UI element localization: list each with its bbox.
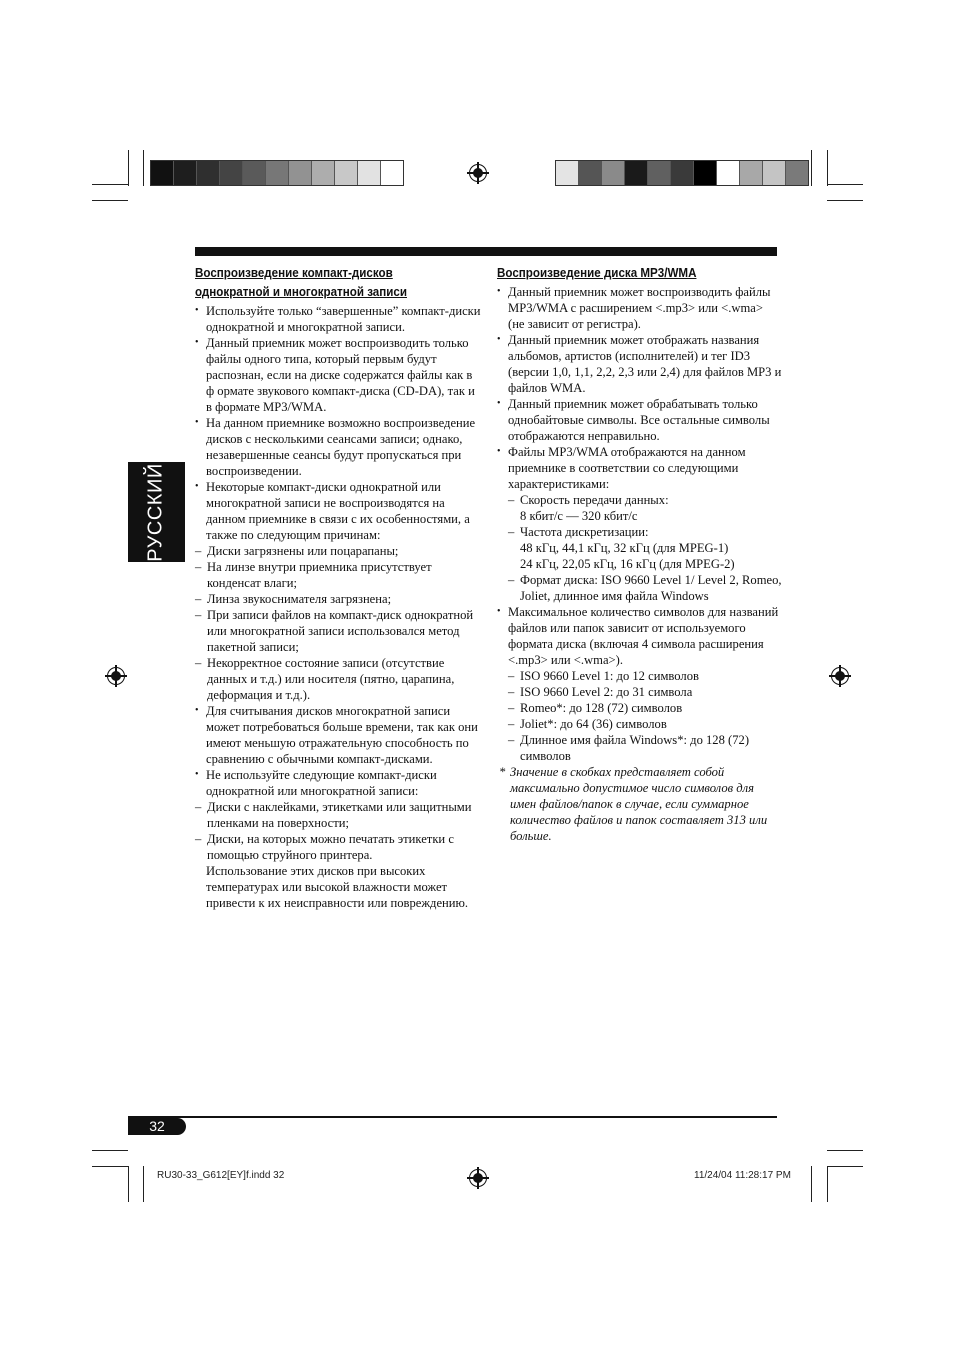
color-swatch bbox=[174, 161, 197, 185]
list-item: • На данном приемнике возможно воспроизведение дисков с несколькими сеансами записи; однако, незавершенные сеансы будут пропускаться при воспроизведении. bbox=[195, 415, 481, 479]
registration-mark-icon bbox=[469, 1169, 487, 1187]
crop-mark bbox=[143, 1166, 144, 1202]
color-swatch bbox=[266, 161, 289, 185]
crop-mark bbox=[827, 150, 828, 186]
color-swatch bbox=[786, 161, 808, 185]
color-swatch bbox=[740, 161, 763, 185]
list-item: • Для считывания дисков многократной записи может потребоваться больше времени, так как они имеют меньшую отражательную способность по сравнению с обычными компакт-дисками. bbox=[195, 703, 481, 767]
sub-list-item: – Некорректное состояние записи (отсутствие данных и т.д.) или носителя (пятно, царапина, деформация и т.д.). bbox=[195, 655, 481, 703]
crop-mark bbox=[827, 184, 863, 185]
color-swatch bbox=[197, 161, 220, 185]
right-bullet-list bbox=[497, 284, 782, 764]
color-swatch bbox=[579, 161, 602, 185]
sub-list-item: – На линзе внутри приемника присутствует конденсат влаги; bbox=[195, 559, 481, 591]
date-slug: 11/24/04 11:28:17 PM bbox=[694, 1170, 791, 1181]
language-tab bbox=[128, 462, 185, 562]
list-item: • Файлы MP3/WMA отображаются на данном приемнике в соответствии со следующими характеристиками: bbox=[497, 444, 782, 492]
footnote-text: Значение в скобках представляет собой максимально допустимое число символов для имен файлов/папок в случае, если суммарное количество файлов и папок составляет 313 или больше. bbox=[510, 765, 768, 843]
crop-mark bbox=[827, 1166, 828, 1202]
list-item: • Максимальное количество символов для названий файлов или папок зависит от используемого формата диска (включая 4 символа расширения <.mp3> или <.wma>). bbox=[497, 604, 782, 668]
crop-mark bbox=[811, 1166, 812, 1202]
sub-list-item: – Линза звукоснимателя загрязнена; bbox=[195, 591, 481, 607]
list-item: • Используйте только “завершенные” компакт-диски однократной и многократной записи. bbox=[195, 303, 481, 335]
color-swatch bbox=[151, 161, 174, 185]
crop-mark bbox=[92, 184, 128, 185]
list-item: • Некоторые компакт-диски однократной или многократной записи не воспроизводятся на данном приемнике в связи с их особенностями, а также по следующим причинам: bbox=[195, 479, 481, 543]
crop-mark bbox=[92, 1166, 128, 1167]
color-swatch bbox=[243, 161, 266, 185]
sub-list-item bbox=[508, 524, 782, 572]
registration-mark-icon bbox=[831, 667, 849, 685]
file-slug: RU30-33_G612[EY]f.indd 32 bbox=[157, 1170, 285, 1181]
sub-list-text: ISO 9660 Level 1: до 12 символов bbox=[520, 669, 699, 683]
color-swatch bbox=[381, 161, 403, 185]
sub-list-text: ISO 9660 Level 2: до 31 символа bbox=[520, 685, 693, 699]
list-item-note: Использование этих дисков при высоких температурах или высокой влажности может привести к их неисправности или повреждению. bbox=[206, 864, 469, 910]
color-swatch bbox=[648, 161, 671, 185]
color-bar-right bbox=[555, 160, 809, 186]
left-heading bbox=[195, 263, 447, 301]
sub-list-text: Длинное имя файла Windows*: до 128 (72) символов bbox=[520, 733, 750, 763]
color-swatch bbox=[717, 161, 740, 185]
color-swatch bbox=[671, 161, 694, 185]
color-swatch bbox=[602, 161, 625, 185]
crop-mark bbox=[92, 1150, 128, 1151]
sub-list-item bbox=[508, 492, 782, 524]
sub-list-item: – Диски, на которых можно печатать этикетки с помощью струйного принтера. bbox=[195, 831, 481, 863]
crop-mark bbox=[128, 150, 129, 186]
color-swatch bbox=[358, 161, 381, 185]
language-tab-label: РУССКИЙ bbox=[145, 462, 167, 562]
color-swatch bbox=[763, 161, 786, 185]
left-column bbox=[195, 263, 481, 911]
crop-mark bbox=[827, 200, 863, 201]
crop-mark bbox=[143, 150, 144, 186]
crop-mark bbox=[92, 200, 128, 201]
sub-list-item bbox=[508, 684, 782, 700]
color-swatch bbox=[556, 161, 579, 185]
sub-list-item: – Диски загрязнены или поцарапаны; bbox=[195, 543, 481, 559]
sub-list-text: Скорость передачи данных: bbox=[520, 493, 669, 507]
list-item: • Не используйте следующие компакт-диски однократной или многократной записи: bbox=[195, 767, 481, 799]
left-bullet-list bbox=[195, 303, 481, 911]
sub-list-item bbox=[508, 572, 782, 604]
footnote-star: * bbox=[499, 765, 506, 779]
sub-list-item bbox=[508, 668, 782, 684]
sub-list-item bbox=[508, 700, 782, 716]
crop-mark bbox=[128, 1166, 129, 1202]
left-heading-line1: Воспроизведение компакт-дисков bbox=[195, 265, 393, 280]
sub-list-detail: 8 кбит/с — 320 кбит/с bbox=[520, 509, 638, 523]
sub-list-detail: 24 кГц, 22,05 кГц, 16 кГц (для MPEG-2) bbox=[520, 557, 735, 571]
footnote bbox=[499, 764, 782, 844]
crop-mark bbox=[827, 1166, 863, 1167]
page-number: 32 bbox=[128, 1118, 186, 1135]
crop-mark bbox=[827, 1150, 863, 1151]
right-heading: Воспроизведение диска MP3/WMA bbox=[497, 265, 697, 280]
color-swatch bbox=[694, 161, 717, 185]
crop-mark bbox=[811, 150, 812, 186]
footer-rule bbox=[128, 1116, 777, 1118]
sub-list-item bbox=[508, 732, 782, 764]
sub-list-detail: 48 кГц, 44,1 кГц, 32 кГц (для MPEG-1) bbox=[520, 541, 729, 555]
sub-list-text: Формат диска: ISO 9660 Level 1/ Level 2, Romeo, Joliet, длинное имя файла Windows bbox=[520, 573, 782, 603]
sub-list-text: Romeo*: до 128 (72) символов bbox=[520, 701, 683, 715]
left-heading-line2: однократной и многократной записи bbox=[195, 284, 407, 299]
color-swatch bbox=[625, 161, 648, 185]
color-swatch bbox=[289, 161, 312, 185]
right-column bbox=[497, 263, 782, 844]
list-item: • Данный приемник может отображать названия альбомов, артистов (исполнителей) и тег ID3 (версии 1,0, 1,1, 2,2, 2,3 или 2,4) для файлов MP3 и файлов WMA. bbox=[497, 332, 782, 396]
sub-list-text: Частота дискретизации: bbox=[520, 525, 649, 539]
color-swatch bbox=[335, 161, 358, 185]
list-item: • Данный приемник может воспроизводить только файлы одного типа, который первым будут распознан, если на диске содержатся файлы как в ф ормате звукового компакт-диска (CD-DA), так и в формате MP3/WMA. bbox=[195, 335, 481, 415]
registration-mark-icon bbox=[469, 164, 487, 182]
registration-mark-icon bbox=[107, 667, 125, 685]
sub-list-item bbox=[508, 716, 782, 732]
color-swatch bbox=[220, 161, 243, 185]
header-rule bbox=[195, 247, 777, 256]
color-swatch bbox=[312, 161, 335, 185]
sub-list-item: – Диски с наклейками, этикетками или защитными пленками на поверхности; bbox=[195, 799, 481, 831]
color-bar-left bbox=[150, 160, 404, 186]
sub-list-text: Joliet*: до 64 (36) символов bbox=[520, 717, 667, 731]
list-item: • Данный приемник может обрабатывать только однобайтовые символы. Все остальные символы отображаются неправильно. bbox=[497, 396, 782, 444]
list-item: • Данный приемник может воспроизводить файлы MP3/WMA с расширением <.mp3> или <.wma> (не зависит от регистра). bbox=[497, 284, 782, 332]
sub-list-item: – При записи файлов на компакт-диск однократной или многократной записи использовался метод пакетной записи; bbox=[195, 607, 481, 655]
